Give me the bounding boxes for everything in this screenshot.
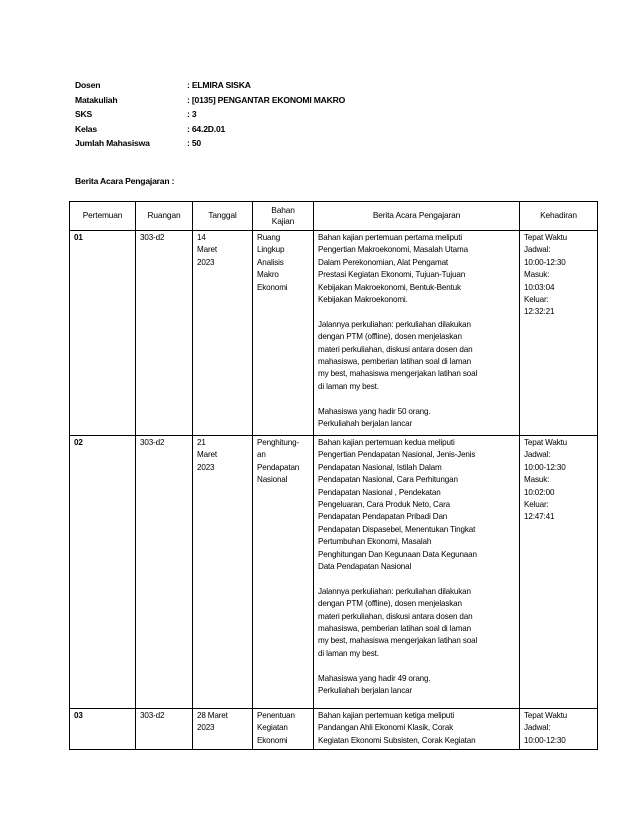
cell-ruangan: 303-d2	[136, 436, 193, 709]
cell-pertemuan: 03	[70, 709, 136, 750]
info-value: : 3	[187, 109, 197, 119]
info-label: Kelas	[75, 123, 97, 134]
berita-kehadiran-mahasiswa: Mahasiswa yang hadir 50 orang. Perkuliahah berjalan lancar	[318, 406, 431, 429]
section-title: Berita Acara Pengajaran :	[75, 176, 175, 186]
berita-kehadiran-mahasiswa: Mahasiswa yang hadir 49 orang. Perkuliahah berjalan lancar	[318, 673, 431, 696]
info-row-jumlah-mahasiswa	[75, 136, 345, 151]
info-row-matakuliah	[75, 93, 345, 108]
info-label: Matakuliah	[75, 94, 118, 105]
berita-jalannya: Jalannya perkuliahan: perkuliahan dilakukan dengan PTM (offline), dosen menjelaskan materi perkuliahan, diskusi antara dosen dan mahasiswa, pemberian latihan soal di laman my best, mahasiswa mengerjakan latihan soal di laman my best.	[318, 319, 478, 391]
course-info	[75, 78, 345, 151]
cell-ruangan: 303-d2	[136, 709, 193, 750]
col-header-pertemuan: Pertemuan	[70, 202, 136, 231]
info-row-dosen	[75, 78, 345, 93]
cell-tanggal: 14 Maret 2023	[193, 231, 253, 436]
col-header-tanggal: Tanggal	[193, 202, 253, 231]
info-value: : ELMIRA SISKA	[187, 80, 251, 90]
cell-kehadiran: Tepat Waktu Jadwal: 10:00-12:30	[520, 709, 598, 750]
cell-pertemuan: 02	[70, 436, 136, 709]
cell-bahan-kajian: Ruang Lingkup Analisis Makro Ekonomi	[253, 231, 314, 436]
berita-jalannya: Jalannya perkuliahan: perkuliahan dilakukan dengan PTM (offline), dosen menjelaskan materi perkuliahan, diskusi antara dosen dan mahasiswa, pemberian latihan soal di laman my best, mahasiswa mengerjakan latihan soal di laman my best.	[318, 586, 478, 658]
info-label: SKS	[75, 109, 93, 119]
info-value: : 50	[187, 138, 202, 148]
cell-kehadiran: Tepat Waktu Jadwal: 10:00-12:30 Masuk: 10:02:00 Keluar: 12:47:41	[520, 436, 598, 709]
info-row-sks	[75, 107, 345, 122]
cell-berita-acara	[314, 709, 520, 750]
info-value: : [0135] PENGANTAR EKONOMI MAKRO	[187, 94, 346, 105]
table-row	[70, 231, 598, 436]
cell-ruangan: 303-d2	[136, 231, 193, 436]
cell-berita-acara	[314, 231, 520, 436]
info-label: Jumlah Mahasiswa	[75, 138, 150, 148]
col-header-berita-acara: Berita Acara Pengajaran	[314, 202, 520, 231]
cell-berita-acara	[314, 436, 520, 709]
cell-tanggal: 28 Maret 2023	[193, 709, 253, 750]
berita-acara-table	[69, 201, 598, 750]
cell-pertemuan: 01	[70, 231, 136, 436]
col-header-kehadiran: Kehadiran	[520, 202, 598, 231]
cell-bahan-kajian: Penentuan Kegiatan Ekonomi	[253, 709, 314, 750]
berita-bahan-kajian: Bahan kajian pertemuan ketiga meliputi Pandangan Ahli Ekonomi Klasik, Corak Kegiatan Ekonomi Subsisten, Corak Kegiatan	[318, 711, 476, 745]
table-header-row	[70, 202, 598, 231]
table-row	[70, 709, 598, 750]
table-row	[70, 436, 598, 709]
berita-bahan-kajian: Bahan kajian pertemuan pertama meliputi Pengertian Makroekonomi, Masalah Utama Dalam Perekonomian, Alat Pengamat Prestasi Kegiatan Ekonomi, Tujuan-Tujuan Kebijakan Makroekonomi, Bentuk-Bentuk Kebijakan Makroekonomi.	[318, 233, 468, 305]
info-row-kelas	[75, 122, 345, 137]
info-label: Dosen	[75, 80, 101, 90]
cell-tanggal: 21 Maret 2023	[193, 436, 253, 709]
col-header-bahan-kajian: Bahan Kajian	[253, 202, 314, 231]
cell-kehadiran: Tepat Waktu Jadwal: 10:00-12:30 Masuk: 10:03:04 Keluar: 12:32:21	[520, 231, 598, 436]
col-header-ruangan: Ruangan	[136, 202, 193, 231]
berita-bahan-kajian: Bahan kajian pertemuan kedua meliputi Pengertian Pendapatan Nasional, Jenis-Jenis Pendapatan Nasional, Istilah Dalam Pendapatan Nasional, Cara Perhitungan Pendapatan Nasional , Pendekatan Pengeluaran, Cara Produk Neto, Cara Pendapatan Pendapatan Pribadi Dan Pendapatan Dispasebel, Menentukan Tingkat Pertumbuhan Ekonomi, Masalah Penghitungan Dan Kegunaan Data Kegunaan Data Pendapatan Nasional	[318, 438, 477, 572]
cell-bahan-kajian: Penghitung- an Pendapatan Nasional	[253, 436, 314, 709]
info-value: : 64.2D.01	[187, 123, 226, 134]
